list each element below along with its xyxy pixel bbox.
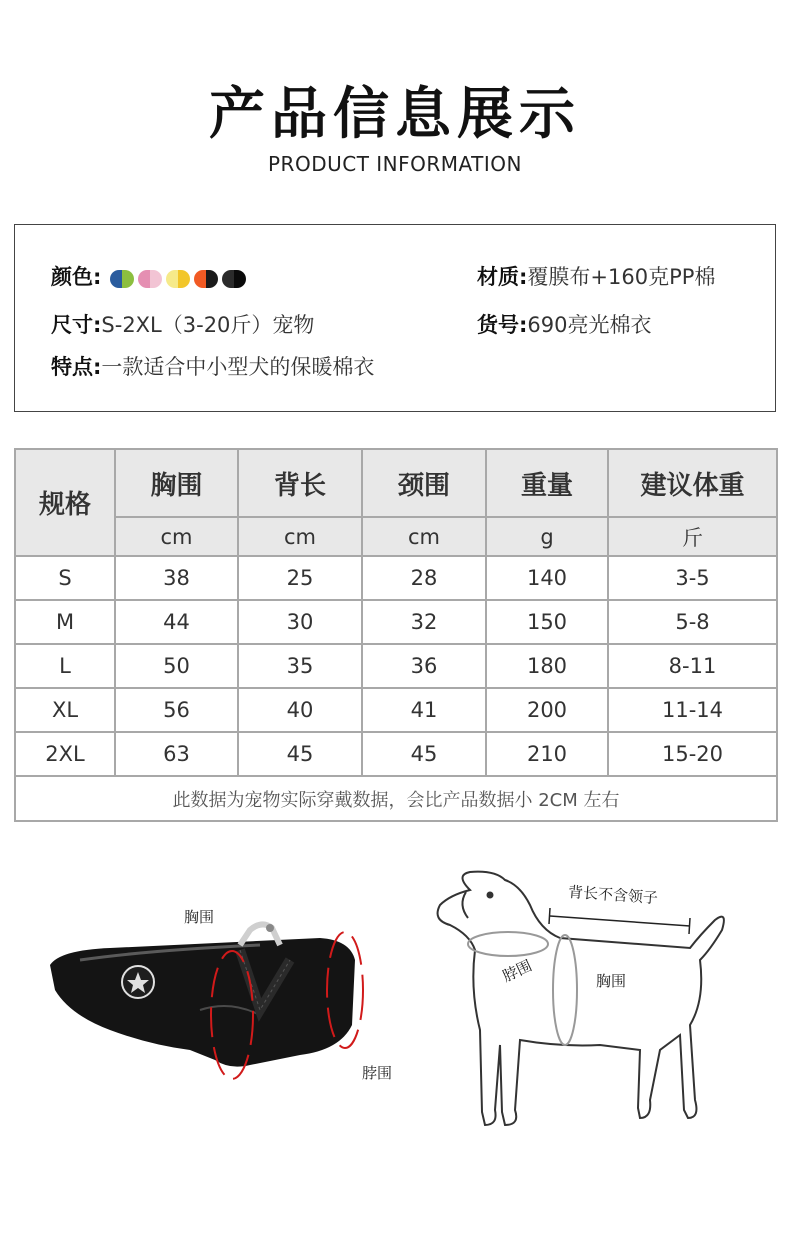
- feature-label: 特点:: [51, 355, 102, 379]
- color-swatches: [110, 266, 250, 290]
- item-value: 690亮光棉衣: [527, 313, 652, 337]
- color-swatch-blue-green: [110, 270, 134, 288]
- item-row: [477, 309, 652, 339]
- cell-size: M: [15, 600, 115, 644]
- cell-neck: 28: [362, 556, 486, 600]
- cell-weight: 200: [486, 688, 608, 732]
- cell-back: 30: [238, 600, 362, 644]
- cell-size: L: [15, 644, 115, 688]
- page-title: 产品信息展示: [209, 82, 581, 147]
- measurement-diagram: [0, 850, 790, 1150]
- dog-outline: [438, 872, 724, 1125]
- cell-weight: 210: [486, 732, 608, 776]
- cell-back: 25: [238, 556, 362, 600]
- coat-image: [50, 924, 363, 1079]
- cell-size: S: [15, 556, 115, 600]
- color-swatch-yellow: [166, 270, 190, 288]
- cell-pet-weight: 5-8: [608, 600, 777, 644]
- cell-weight: 180: [486, 644, 608, 688]
- color-label: 颜色:: [51, 265, 102, 289]
- col-header-weight: 重量: [486, 449, 608, 517]
- cell-neck: 36: [362, 644, 486, 688]
- cell-pet-weight: 8-11: [608, 644, 777, 688]
- material-label: 材质:: [477, 265, 528, 289]
- col-header-pet-weight: 建议体重: [608, 449, 777, 517]
- cell-chest: 44: [115, 600, 238, 644]
- cell-weight: 140: [486, 556, 608, 600]
- size-label: 尺寸:: [51, 313, 102, 337]
- color-swatch-orange-black: [194, 270, 218, 288]
- table-row: [15, 600, 777, 644]
- color-swatch-black: [222, 270, 246, 288]
- cell-neck: 41: [362, 688, 486, 732]
- diagram-graphic: [0, 850, 790, 1150]
- table-row: [15, 688, 777, 732]
- coat-neck-label: 脖围: [362, 1064, 393, 1082]
- cell-weight: 150: [486, 600, 608, 644]
- dog-neck-ring: [468, 932, 548, 956]
- item-label: 货号:: [477, 313, 528, 337]
- dog-chest-label: 胸围: [596, 972, 627, 990]
- color-swatch-pink: [138, 270, 162, 288]
- cell-neck: 32: [362, 600, 486, 644]
- cell-back: 45: [238, 732, 362, 776]
- cell-pet-weight: 3-5: [608, 556, 777, 600]
- unit-pet-weight: 斤: [608, 517, 777, 556]
- col-header-chest: 胸围: [115, 449, 238, 517]
- cell-back: 40: [238, 688, 362, 732]
- table-row: [15, 556, 777, 600]
- cell-pet-weight: 15-20: [608, 732, 777, 776]
- unit-neck: cm: [362, 517, 486, 556]
- unit-back: cm: [238, 517, 362, 556]
- dog-chest-ring: [553, 935, 577, 1045]
- cell-back: 35: [238, 644, 362, 688]
- col-header-neck: 颈围: [362, 449, 486, 517]
- cell-neck: 45: [362, 732, 486, 776]
- coat-chest-label: 胸围: [184, 908, 215, 926]
- table-row: [15, 644, 777, 688]
- cell-pet-weight: 11-14: [608, 688, 777, 732]
- table-row: [15, 732, 777, 776]
- back-length-bracket: [549, 908, 690, 934]
- unit-chest: cm: [115, 517, 238, 556]
- dog-back-label: 背长不含领子: [567, 882, 659, 908]
- feature-value: 一款适合中小型犬的保暖棉衣: [101, 355, 375, 379]
- color-row: [51, 261, 250, 291]
- dog-neck-label: 脖围: [499, 956, 535, 986]
- material-row: [477, 261, 715, 291]
- spec-header: 规格: [15, 449, 115, 556]
- cell-chest: 50: [115, 644, 238, 688]
- col-header-back: 背长: [238, 449, 362, 517]
- feature-row: [51, 351, 374, 381]
- table-note: 此数据为宠物实际穿戴数据，会比产品数据小 2CM 左右: [15, 776, 777, 821]
- cell-size: 2XL: [15, 732, 115, 776]
- size-table: [14, 448, 778, 822]
- unit-weight: g: [486, 517, 608, 556]
- product-info-box: [14, 224, 776, 412]
- cell-chest: 63: [115, 732, 238, 776]
- page-subtitle: PRODUCT INFORMATION: [268, 152, 522, 176]
- cell-chest: 38: [115, 556, 238, 600]
- cell-size: XL: [15, 688, 115, 732]
- cell-chest: 56: [115, 688, 238, 732]
- material-value: 覆膜布+160克PP棉: [527, 265, 716, 289]
- size-value: S-2XL（3-20斤）宠物: [101, 313, 315, 337]
- size-row: [51, 309, 314, 339]
